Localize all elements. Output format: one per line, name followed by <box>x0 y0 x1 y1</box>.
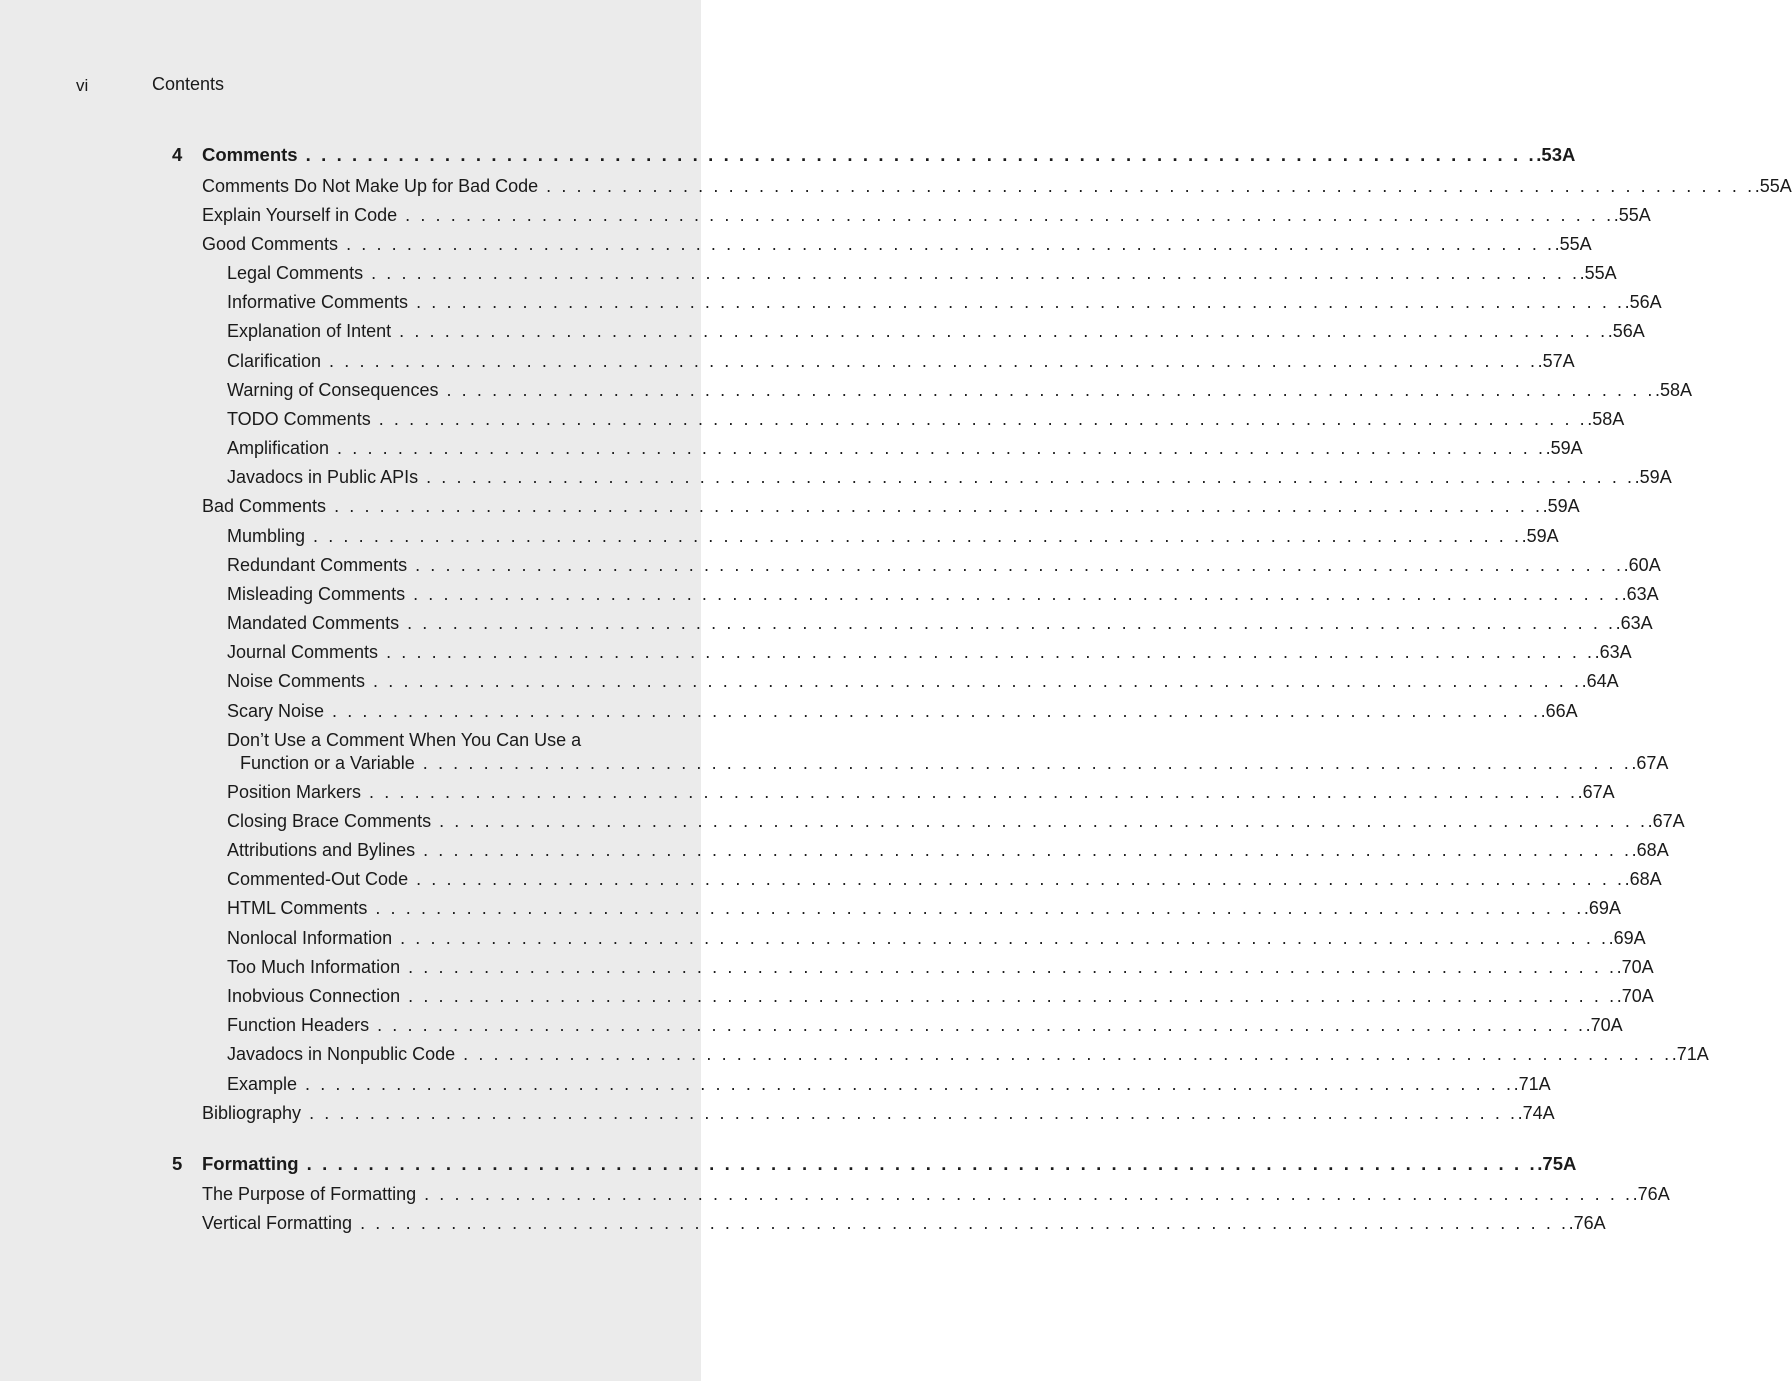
dot-leader: . . . . . . . . . . . . . . . . . . . . . . . . . . . . . . . . . . . . . . . . . . . . . . . . . . . . . . . . . . . . . . . . . . . . . . . . . . . . . . . . <box>332 701 1541 721</box>
dot-leader: . . . . . . . . . . . . . . . . . . . . . . . . . . . . . . . . . . . . . . . . . . . . . . . . . . . . . . . . . . . . . . . . . . . . . . . . . . . . . . . . <box>413 584 1622 604</box>
entry-page: .58A <box>1587 409 1625 429</box>
dot-leader: . . . . . . . . . . . . . . . . . . . . . . . . . . . . . . . . . . . . . . . . . . . . . . . . . . . . . . . . . . . . . . . . . . . . . . . . . . . . . . . . <box>423 840 1632 860</box>
chapter-title: Formatting <box>202 1153 299 1174</box>
toc-entry-wrapped-line: Don’t Use a Comment When You Can Use a <box>227 730 582 750</box>
entry-page: .68A <box>1631 840 1669 860</box>
entry-title: Closing Brace Comments <box>227 811 432 831</box>
running-head-title: Contents <box>152 74 225 94</box>
entry-title: Too Much Information <box>227 957 401 977</box>
entry-title: Javadocs in Nonpublic Code <box>227 1044 456 1064</box>
entry-title: HTML Comments <box>227 898 368 918</box>
entry-title: Mumbling <box>227 526 306 546</box>
toc-entry <box>227 612 1653 634</box>
entry-page: .55A <box>1554 234 1592 254</box>
toc-entry <box>227 525 1559 547</box>
toc-entry <box>202 233 1592 255</box>
chapter-page: .75A <box>1537 1153 1577 1174</box>
dot-leader: . . . . . . . . . . . . . . . . . . . . . . . . . . . . . . . . . . . . . . . . . . . . . . . . . . . . . . . . . . . . . . . . . . . . . . . . . . . . . . . . <box>313 526 1522 546</box>
entry-title: Amplification <box>227 438 330 458</box>
entry-page: .76A <box>1568 1213 1606 1233</box>
entry-page: .66A <box>1540 701 1578 721</box>
dot-leader: . . . . . . . . . . . . . . . . . . . . . . . . . . . . . . . . . . . . . . . . . . . . . . . . . . . . . . . . . . . . . . . . . . . . . . . . . . . . . . . . <box>416 292 1625 312</box>
toc-entry <box>227 320 1645 342</box>
toc-entry <box>227 1014 1623 1036</box>
entry-page: .56A <box>1624 292 1662 312</box>
toc-entry <box>202 175 1792 197</box>
dot-leader: . . . . . . . . . . . . . . . . . . . . . . . . . . . . . . . . . . . . . . . . . . . . . . . . . . . . . . . . . . . . . . . . . . . . . . . . . . . . . . . . <box>399 321 1608 341</box>
toc-entry <box>202 1212 1606 1234</box>
page-folio: vi <box>76 76 89 95</box>
entry-page: .58A <box>1655 380 1693 400</box>
toc-entry <box>227 350 1575 372</box>
entry-page: .68A <box>1624 869 1662 889</box>
toc-entry <box>227 700 1578 722</box>
entry-page: .63A <box>1615 613 1653 633</box>
toc-entry <box>227 927 1646 949</box>
dot-leader: . . . . . . . . . . . . . . . . . . . . . . . . . . . . . . . . . . . . . . . . . . . . . . . . . . . . . . . . . . . . . . . . . . . . . . . . . . . . . . . . <box>369 782 1578 802</box>
dot-leader: . . . . . . . . . . . . . . . . . . . . . . . . . . . . . . . . . . . . . . . . . . . . . . . . . . . . . . . . . . . . . . . . . . . . . . . . . . . . . . . . <box>329 351 1538 371</box>
entry-title: Redundant Comments <box>227 555 408 575</box>
entry-title: Journal Comments <box>227 642 379 662</box>
dot-leader: . . . . . . . . . . . . . . . . . . . . . . . . . . . . . . . . . . . . . . . . . . . . . . . . . . . . . . . . . . . . . . . . . . . . . . . . . . . . . . . . <box>377 1015 1586 1035</box>
entry-title: Bibliography <box>202 1103 302 1123</box>
dot-leader: . . . . . . . . . . . . . . . . . . . . . . . . . . . . . . . . . . . . . . . . . . . . . . . . . . . . . . . . . . . . . . . . . . . . . . . . . . . . . . . . <box>439 811 1648 831</box>
entry-title: Javadocs in Public APIs <box>227 467 419 487</box>
entry-page: .67A <box>1631 753 1669 773</box>
toc-chapter-4 <box>172 144 1576 166</box>
entry-title: Bad Comments <box>202 496 327 516</box>
toc-entry <box>227 810 1685 832</box>
toc-entry <box>227 670 1619 692</box>
chapter-page: .53A <box>1536 144 1576 165</box>
dot-leader: . . . . . . . . . . . . . . . . . . . . . . . . . . . . . . . . . . . . . . . . . . . . . . . . . . . . . . . . . . . . . . . . . . . . . . . . . . . . . . . . <box>306 1153 1538 1174</box>
entry-title: Good Comments <box>202 234 339 254</box>
toc-entry <box>227 466 1672 488</box>
entry-page: .57A <box>1537 351 1575 371</box>
dot-leader: . . . . . . . . . . . . . . . . . . . . . . . . . . . . . . . . . . . . . . . . . . . . . . . . . . . . . . . . . . . . . . . . . . . . . . . . . . . . . . . . <box>309 1103 1518 1123</box>
entry-title: Clarification <box>227 351 322 371</box>
entry-title: Nonlocal Information <box>227 928 393 948</box>
entry-title: Warning of Consequences <box>227 380 439 400</box>
chapter-number: 5 <box>172 1153 183 1174</box>
entry-title: Commented-Out Code <box>227 869 409 889</box>
toc-entry <box>227 291 1662 313</box>
entry-page: .59A <box>1521 526 1559 546</box>
entry-page: .55A <box>1754 176 1792 196</box>
entry-page: .76A <box>1632 1184 1670 1204</box>
toc-entry <box>227 1073 1551 1095</box>
toc-entry <box>227 781 1615 803</box>
entry-title: Scary Noise <box>227 701 325 721</box>
dot-leader: . . . . . . . . . . . . . . . . . . . . . . . . . . . . . . . . . . . . . . . . . . . . . . . . . . . . . . . . . . . . . . . . . . . . . . . . . . . . . . . . <box>400 928 1609 948</box>
toc-entry <box>202 1183 1670 1205</box>
dot-leader: . . . . . . . . . . . . . . . . . . . . . . . . . . . . . . . . . . . . . . . . . . . . . . . . . . . . . . . . . . . . . . . . . . . . . . . . . . . . . . . . <box>446 380 1656 400</box>
toc-entry <box>227 641 1632 663</box>
entry-page: .67A <box>1577 782 1615 802</box>
entry-page: .55A <box>1579 263 1617 283</box>
dot-leader: . . . . . . . . . . . . . . . . . . . . . . . . . . . . . . . . . . . . . . . . . . . . . . . . . . . . . . . . . . . . . . . . . . . . . . . . . . . . . . . . <box>360 1213 1569 1233</box>
entry-page: .60A <box>1623 555 1661 575</box>
dot-leader: . . . . . . . . . . . . . . . . . . . . . . . . . . . . . . . . . . . . . . . . . . . . . . . . . . . . . . . . . . . . . . . . . . . . . . . . . . . . . . . . <box>426 467 1635 487</box>
dot-leader: . . . . . . . . . . . . . . . . . . . . . . . . . . . . . . . . . . . . . . . . . . . . . . . . . . . . . . . . . . . . . . . . . . . . . . . . . . . . . . . . <box>463 1044 1672 1064</box>
entry-title: Legal Comments <box>227 263 364 283</box>
entry-title: The Purpose of Formatting <box>202 1184 417 1204</box>
dot-leader: . . . . . . . . . . . . . . . . . . . . . . . . . . . . . . . . . . . . . . . . . . . . . . . . . . . . . . . . . . . . . . . . . . . . . . . . . . . . . . . . <box>405 205 1614 225</box>
dot-leader: . . . . . . . . . . . . . . . . . . . . . . . . . . . . . . . . . . . . . . . . . . . . . . . . . . . . . . . . . . . . . . . . . . . . . . . . . . . . . . . . <box>373 671 1582 691</box>
dot-leader: . . . . . . . . . . . . . . . . . . . . . . . . . . . . . . . . . . . . . . . . . . . . . . . . . . . . . . . . . . . . . . . . . . . . . . . . . . . . . . . . <box>416 869 1625 889</box>
entry-title: Position Markers <box>227 782 362 802</box>
chapter-number: 4 <box>172 144 183 165</box>
dot-leader: . . . . . . . . . . . . . . . . . . . . . . . . . . . . . . . . . . . . . . . . . . . . . . . . . . . . . . . . . . . . . . . . . . . . . . . . . . . . . . . . <box>386 642 1595 662</box>
toc-entry <box>227 868 1662 890</box>
toc-entry <box>240 752 1669 774</box>
entry-page: .59A <box>1634 467 1672 487</box>
entry-title: Function or a Variable <box>240 753 415 773</box>
chapter-title: Comments <box>202 144 298 165</box>
toc-entry <box>227 554 1661 576</box>
entry-page: .70A <box>1585 1015 1623 1035</box>
toc-entry <box>227 408 1625 430</box>
entry-page: .55A <box>1613 205 1651 225</box>
dot-leader: . . . . . . . . . . . . . . . . . . . . . . . . . . . . . . . . . . . . . . . . . . . . . . . . . . . . . . . . . . . . . . . . . . . . . . . . . . . . . . . . <box>305 1074 1514 1094</box>
entry-page: .56A <box>1607 321 1645 341</box>
dot-leader: . . . . . . . . . . . . . . . . . . . . . . . . . . . . . . . . . . . . . . . . . . . . . . . . . . . . . . . . . . . . . . . . . . . . . . . . . . . . . . . . <box>415 555 1624 575</box>
dot-leader: . . . . . . . . . . . . . . . . . . . . . . . . . . . . . . . . . . . . . . . . . . . . . . . . . . . . . . . . . . . . . . . . . . . . . . . . . . . . . . . . <box>375 898 1584 918</box>
entry-page: .71A <box>1513 1074 1551 1094</box>
entry-title: Noise Comments <box>227 671 366 691</box>
entry-page: .59A <box>1545 438 1583 458</box>
entry-title: Explain Yourself in Code <box>202 205 398 225</box>
entry-page: .67A <box>1647 811 1685 831</box>
dot-leader: . . . . . . . . . . . . . . . . . . . . . . . . . . . . . . . . . . . . . . . . . . . . . . . . . . . . . . . . . . . . . . . . . . . . . . . . . . . . . . . . <box>371 263 1580 283</box>
toc-entry <box>227 583 1659 605</box>
dot-leader: . . . . . . . . . . . . . . . . . . . . . . . . . . . . . . . . . . . . . . . . . . . . . . . . . . . . . . . . . . . . . . . . . . . . . . . . . . . . . . . . <box>422 753 1632 773</box>
toc-chapter-5 <box>172 1153 1577 1175</box>
toc-entry <box>227 1043 1709 1065</box>
entry-page: .69A <box>1608 928 1646 948</box>
toc-entry <box>227 897 1621 919</box>
entry-page: .64A <box>1581 671 1619 691</box>
entry-page: .63A <box>1594 642 1632 662</box>
entry-page: .59A <box>1542 496 1580 516</box>
dot-leader: . . . . . . . . . . . . . . . . . . . . . . . . . . . . . . . . . . . . . . . . . . . . . . . . . . . . . . . . . . . . . . . . . . . . . . . . . . . . . . . . <box>407 613 1616 633</box>
dot-leader: . . . . . . . . . . . . . . . . . . . . . . . . . . . . . . . . . . . . . . . . . . . . . . . . . . . . . . . . . . . . . . . . . . . . . . . . . . . . . . . . <box>337 438 1546 458</box>
entry-title: Informative Comments <box>227 292 409 312</box>
dot-leader: . . . . . . . . . . . . . . . . . . . . . . . . . . . . . . . . . . . . . . . . . . . . . . . . . . . . . . . . . . . . . . . . . . . . . . . . . . . . . . . . <box>408 957 1617 977</box>
dot-leader: . . . . . . . . . . . . . . . . . . . . . . . . . . . . . . . . . . . . . . . . . . . . . . . . . . . . . . . . . . . . . . . . . . . . . . . . . . . . . . . . <box>378 409 1588 429</box>
dot-leader: . . . . . . . . . . . . . . . . . . . . . . . . . . . . . . . . . . . . . . . . . . . . . . . . . . . . . . . . . . . . . . . . . . . . . . . . . . . . . . . . <box>305 144 1537 165</box>
entry-page: .69A <box>1583 898 1621 918</box>
entry-title: Comments Do Not Make Up for Bad Code <box>202 176 539 196</box>
toc-entry <box>227 985 1654 1007</box>
entry-title: Misleading Comments <box>227 584 406 604</box>
dot-leader: . . . . . . . . . . . . . . . . . . . . . . . . . . . . . . . . . . . . . . . . . . . . . . . . . . . . . . . . . . . . . . . . . . . . . . . . . . . . . . . . <box>334 496 1543 516</box>
entry-title: TODO Comments <box>227 409 371 429</box>
toc-entry <box>202 1102 1555 1124</box>
entry-title: Inobvious Connection <box>227 986 401 1006</box>
toc-entry <box>202 495 1580 517</box>
entry-page: .74A <box>1517 1103 1555 1123</box>
toc-entry <box>227 956 1654 978</box>
dot-leader: . . . . . . . . . . . . . . . . . . . . . . . . . . . . . . . . . . . . . . . . . . . . . . . . . . . . . . . . . . . . . . . . . . . . . . . . . . . . . . . . <box>424 1184 1633 1204</box>
entry-page: .70A <box>1616 957 1654 977</box>
toc-entry <box>227 839 1669 861</box>
entry-title: Function Headers <box>227 1015 370 1035</box>
dot-leader: . . . . . . . . . . . . . . . . . . . . . . . . . . . . . . . . . . . . . . . . . . . . . . . . . . . . . . . . . . . . . . . . . . . . . . . . . . . . . . . . <box>408 986 1617 1006</box>
entry-title: Explanation of Intent <box>227 321 392 341</box>
entry-page: .63A <box>1621 584 1659 604</box>
entry-page: .70A <box>1616 986 1654 1006</box>
entry-title: Mandated Comments <box>227 613 400 633</box>
dot-leader: . . . . . . . . . . . . . . . . . . . . . . . . . . . . . . . . . . . . . . . . . . . . . . . . . . . . . . . . . . . . . . . . . . . . . . . . . . . . . . . . <box>346 234 1555 254</box>
toc-entry <box>227 262 1617 284</box>
entry-page: .71A <box>1671 1044 1709 1064</box>
entry-title: Example <box>227 1074 298 1094</box>
toc-entry <box>202 204 1651 226</box>
entry-title: Attributions and Bylines <box>227 840 416 860</box>
toc-entry <box>227 379 1693 401</box>
entry-title: Vertical Formatting <box>202 1213 353 1233</box>
dot-leader: . . . . . . . . . . . . . . . . . . . . . . . . . . . . . . . . . . . . . . . . . . . . . . . . . . . . . . . . . . . . . . . . . . . . . . . . . . . . . . . . <box>546 176 1755 196</box>
toc-entry <box>227 437 1583 459</box>
